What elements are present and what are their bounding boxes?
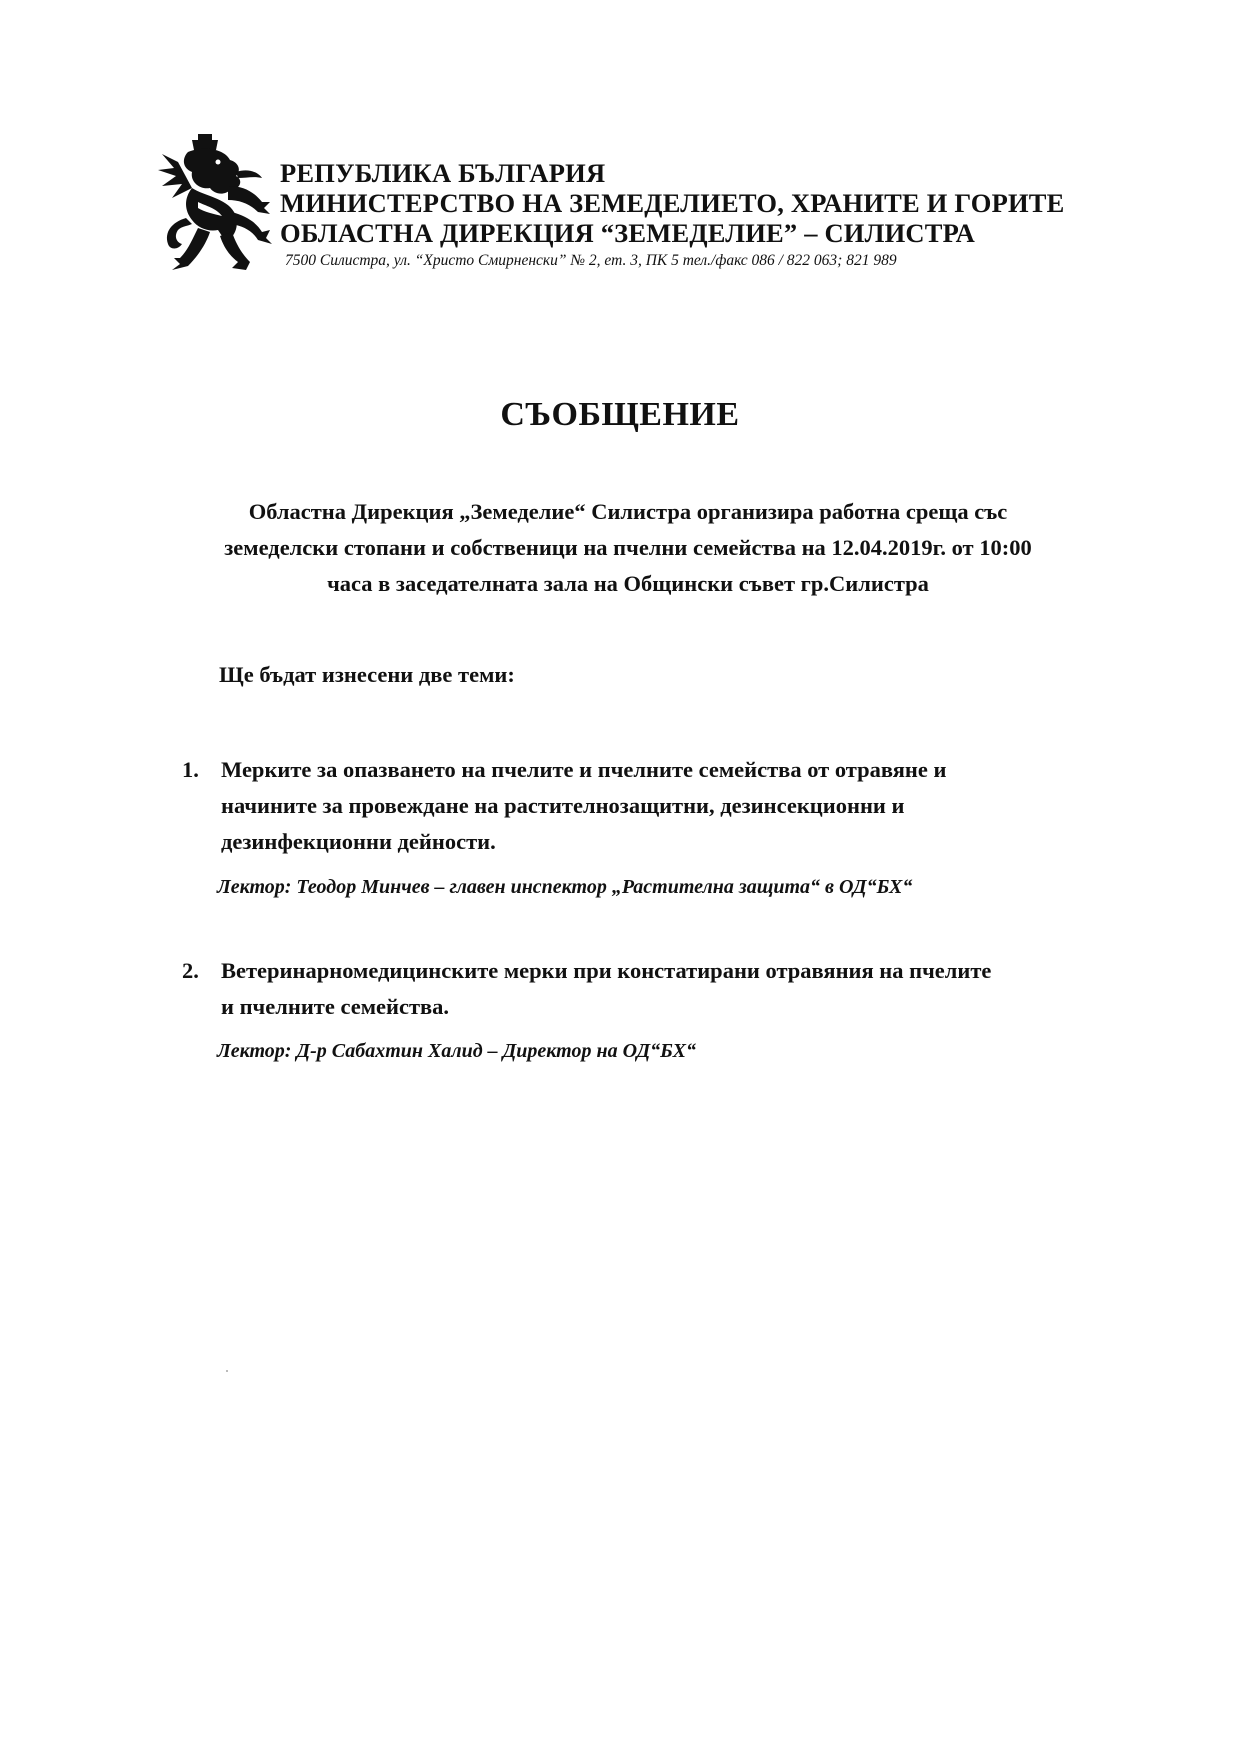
topic-number: 1. [182, 757, 199, 782]
topics-lead: Ще бъдат изнесени две теми: [219, 662, 515, 687]
topic-text [221, 953, 1081, 1025]
bulgarian-lion-emblem-icon [158, 132, 273, 272]
topic-lector: Лектор: Д-р Сабахтин Халид – Директор на ОД“БХ“ [217, 1040, 696, 1062]
topic-lector: Лектор: Теодор Минчев – главен инспектор „Растителна защита“ в ОД“БХ“ [217, 876, 913, 898]
letterhead-ministry: МИНИСТЕРСТВО НА ЗЕМЕДЕЛИЕТО, ХРАНИТЕ И ГОРИТЕ [280, 188, 1065, 218]
topic-line: и пчелните семейства. [221, 994, 450, 1019]
document-title: СЪОБЩЕНИЕ [500, 396, 740, 433]
scan-speck [226, 1370, 228, 1372]
letterhead-directorate: ОБЛАСТНА ДИРЕКЦИЯ “ЗЕМЕДЕЛИЕ” – СИЛИСТРА [280, 218, 975, 248]
letterhead-address: 7500 Силистра, ул. “Христо Смирненски” № 2, ет. 3, ПК 5 тел./факс 086 / 822 063; 821 989 [285, 252, 897, 269]
letterhead-country: РЕПУБЛИКА БЪЛГАРИЯ [280, 158, 606, 188]
topic-line: Мерките за опазването на пчелите и пчелните семейства от отравяне и [221, 757, 947, 782]
letterhead [280, 158, 1180, 271]
intro-paragraph: Областна Дирекция „Земеделие“ Силистра организира работна среща със земеделски стопани и собственици на пчелни семейства на 12.04.2019г. от 10:00 часа в заседателната зала на Общински съвет гр.Силистра [224, 499, 1032, 596]
topic-number: 2. [182, 958, 199, 983]
topic-text [221, 752, 1081, 860]
topic-line: начините за провеждане на растителнозащитни, дезинсекционни и [221, 793, 905, 818]
topic-line: дезинфекционни дейности. [221, 829, 496, 854]
topic-line: Ветеринарномедицинските мерки при констатирани отравяния на пчелите [221, 958, 992, 983]
